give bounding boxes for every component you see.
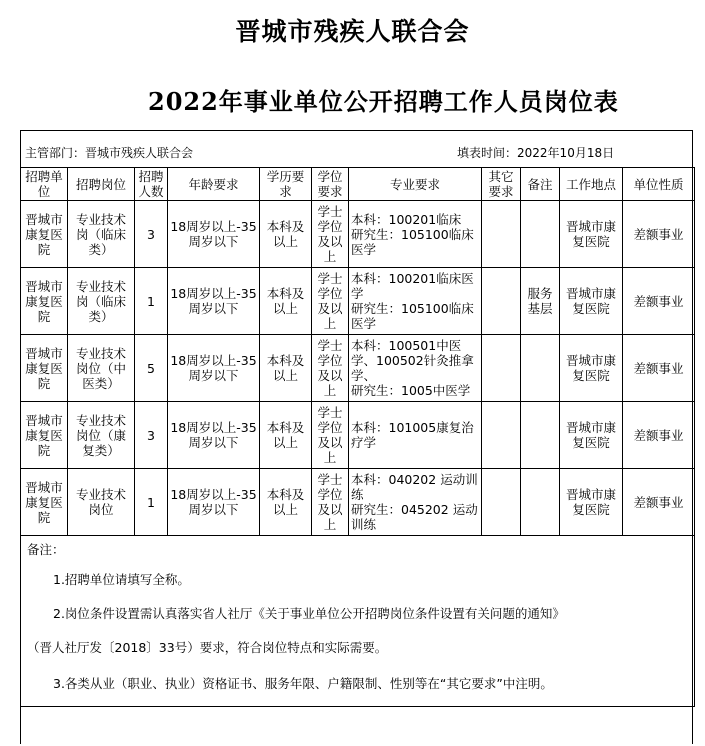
note-1: 1.招聘单位请填写全称。: [53, 572, 190, 587]
info-bar: [21, 131, 692, 167]
cell-edu: 本科及以上: [260, 469, 312, 536]
cell-edu: 本科及以上: [260, 201, 312, 268]
cell-post: 专业技术岗位: [68, 469, 135, 536]
table-row: [21, 469, 695, 536]
cell-nature: 差额事业: [623, 201, 695, 268]
cell-unit: 晋城市康复医院: [21, 201, 68, 268]
cell-edu: 本科及以上: [260, 268, 312, 335]
cell-degree: 学士学位及以上: [312, 335, 349, 402]
cell-post: 专业技术岗位（中医类）: [68, 335, 135, 402]
cell-count: 1: [135, 469, 168, 536]
col-header-post: 招聘岗位: [68, 168, 135, 201]
cell-remark: 服务基层: [521, 268, 560, 335]
dept-label: 主管部门：晋城市残疾人联合会: [25, 146, 194, 160]
header-row: [21, 168, 695, 201]
major-graduate: 研究生：1005中医学: [351, 383, 471, 398]
cell-place: 晋城市康复医院: [560, 335, 623, 402]
cell-other: [482, 201, 521, 268]
cell-other: [482, 469, 521, 536]
cell-degree: 学士学位及以上: [312, 469, 349, 536]
cell-count: 3: [135, 402, 168, 469]
cell-age: 18周岁以上-35周岁以下: [168, 201, 260, 268]
major-undergrad: 本科：100501中医学、100502针灸推拿学、: [351, 338, 474, 383]
cell-age: 18周岁以上-35周岁以下: [168, 402, 260, 469]
cell-edu: 本科及以上: [260, 402, 312, 469]
cell-edu: 本科及以上: [260, 335, 312, 402]
notes-heading: 备注：: [27, 542, 65, 557]
col-header-unit: 招聘单位: [21, 168, 68, 201]
positions-table: [20, 167, 695, 707]
col-header-major: 专业要求: [349, 168, 482, 201]
cell-unit: 晋城市康复医院: [21, 268, 68, 335]
col-header-age: 年龄要求: [168, 168, 260, 201]
cell-unit: 晋城市康复医院: [21, 335, 68, 402]
cell-place: 晋城市康复医院: [560, 201, 623, 268]
major-undergrad: 本科：100201临床医学: [351, 271, 474, 301]
cell-degree: 学士学位及以上: [312, 402, 349, 469]
cell-nature: 差额事业: [623, 402, 695, 469]
cell-other: [482, 335, 521, 402]
table-row: [21, 335, 695, 402]
cell-major: [349, 201, 482, 268]
cell-place: 晋城市康复医院: [560, 402, 623, 469]
cell-major: [349, 469, 482, 536]
cell-major: [349, 335, 482, 402]
fill-date-label: 填表时间：: [457, 146, 518, 160]
table-row: [21, 402, 695, 469]
cell-count: 3: [135, 201, 168, 268]
note-2b: （晋人社厅发〔2018〕33号）要求，符合岗位特点和实际需要。: [27, 640, 388, 655]
col-header-remark: 备注: [521, 168, 560, 201]
cell-age: 18周岁以上-35周岁以下: [168, 335, 260, 402]
col-header-count: 招聘人数: [135, 168, 168, 201]
notes-row: [21, 536, 695, 707]
col-header-nature: 单位性质: [623, 168, 695, 201]
cell-age: 18周岁以上-35周岁以下: [168, 268, 260, 335]
cell-other: [482, 268, 521, 335]
major-undergrad: 本科：040202 运动训练: [351, 472, 478, 502]
cell-remark: [521, 201, 560, 268]
cell-post: 专业技术岗位（康复类）: [68, 402, 135, 469]
cell-nature: 差额事业: [623, 469, 695, 536]
table-row: [21, 268, 695, 335]
cell-count: 1: [135, 268, 168, 335]
table-title: 2022年事业单位公开招聘工作人员岗位表: [148, 87, 619, 116]
notes-cell: [21, 536, 695, 707]
cell-major: [349, 268, 482, 335]
table-row: [21, 201, 695, 268]
cell-unit: 晋城市康复医院: [21, 469, 68, 536]
fill-date: [457, 144, 614, 161]
major-undergrad: 本科：101005康复治疗学: [351, 420, 474, 450]
cell-degree: 学士学位及以上: [312, 268, 349, 335]
cell-degree: 学士学位及以上: [312, 201, 349, 268]
note-2a: 2.岗位条件设置需认真落实省人社厅《关于事业单位公开招聘岗位条件设置有关问题的通知》: [53, 606, 565, 621]
cell-other: [482, 402, 521, 469]
cell-unit: 晋城市康复医院: [21, 402, 68, 469]
notes-block: [23, 536, 692, 706]
cell-count: 5: [135, 335, 168, 402]
major-graduate: 研究生：105100临床医学: [351, 226, 474, 257]
col-header-degree: 学位要求: [312, 168, 349, 201]
cell-post: 专业技术岗（临床类）: [68, 201, 135, 268]
major-undergrad: 本科：100201临床: [351, 211, 462, 227]
col-header-edu: 学历要求: [260, 168, 312, 201]
cell-place: 晋城市康复医院: [560, 268, 623, 335]
cell-post: 专业技术岗（临床类）: [68, 268, 135, 335]
cell-nature: 差额事业: [623, 335, 695, 402]
cell-major: [349, 402, 482, 469]
cell-place: 晋城市康复医院: [560, 469, 623, 536]
cell-age: 18周岁以上-35周岁以下: [168, 469, 260, 536]
cell-remark: [521, 335, 560, 402]
cell-nature: 差额事业: [623, 268, 695, 335]
cell-remark: [521, 469, 560, 536]
note-3: 3.各类从业（职业、执业）资格证书、服务年限、户籍限制、性别等在“其它要求”中注明。: [53, 676, 553, 691]
col-header-other: 其它要求: [482, 168, 521, 201]
cell-remark: [521, 402, 560, 469]
major-graduate: 研究生：045202 运动训练: [351, 502, 478, 532]
col-header-place: 工作地点: [560, 168, 623, 201]
major-graduate: 研究生：105100临床医学: [351, 301, 474, 331]
fill-date-value: 2022年10月18日: [517, 146, 615, 160]
org-title: 晋城市残疾人联合会: [235, 17, 470, 46]
recruitment-form: [20, 130, 693, 744]
